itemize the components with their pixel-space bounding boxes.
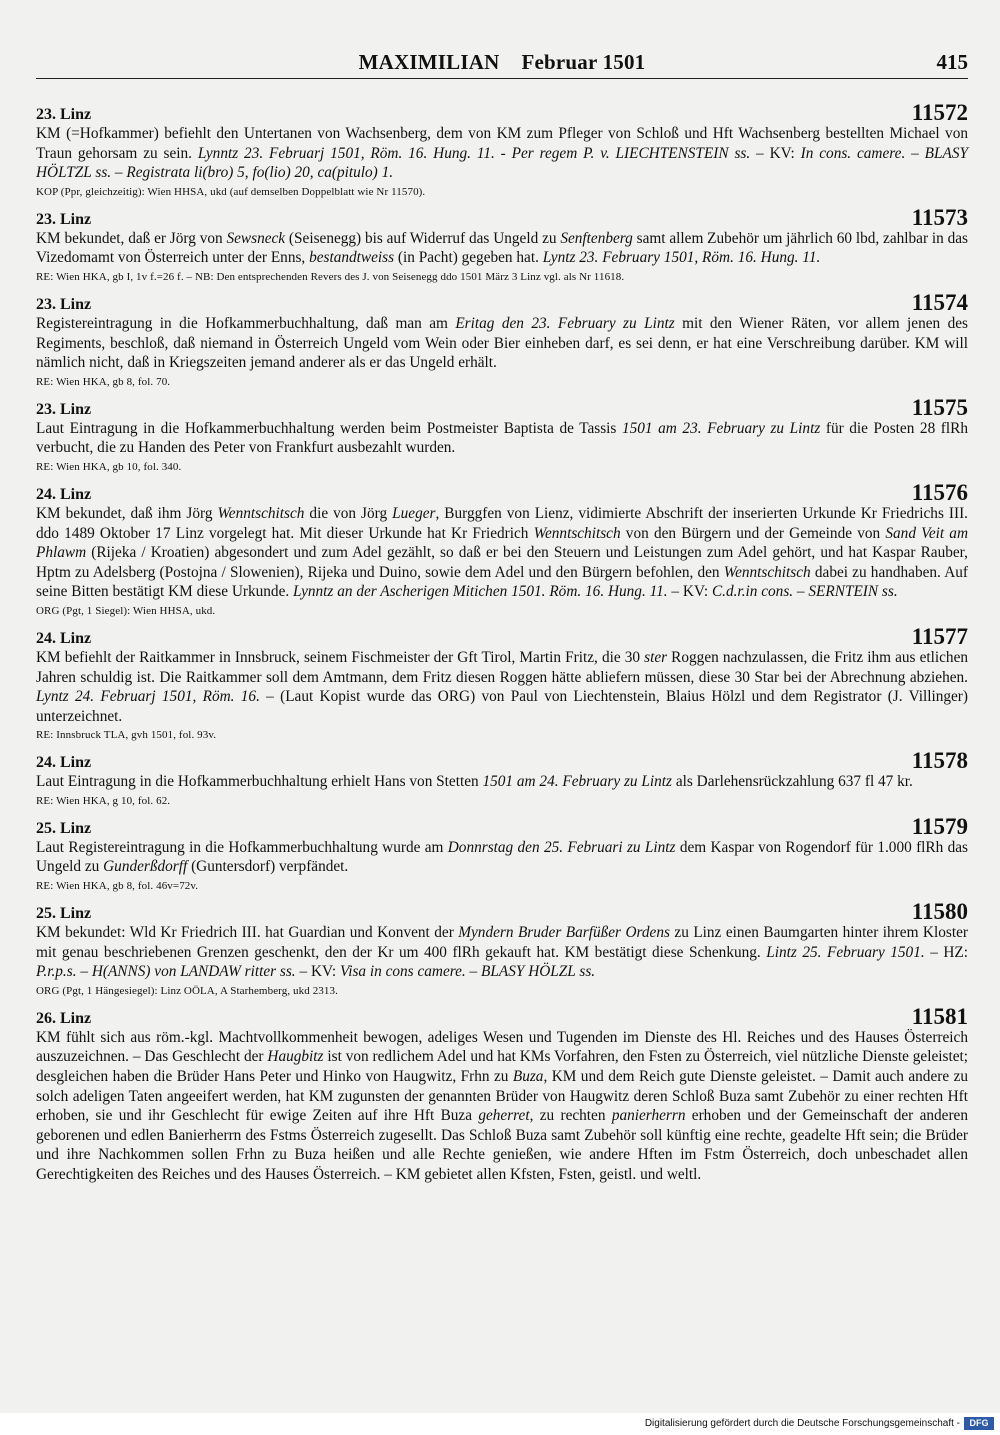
entry-source: RE: Wien HKA, gb 8, fol. 46v=72v. [36, 880, 199, 893]
entry-text: Registereintragung in die Hofkammerbuchhaltung, daß man am Eritag den 23. February zu Lintz mit den Wiener Räten, vor allem jenen des Regiments, beschloß, daß niemand in Österreich Ungeld vom Wein oder Bier einheben darf, es sei denn, er hat eine Verschreibung darüber. KM will nämlich nicht, daß in Kriegszeiten jemand anderer als er das Ungeld erhält. [36, 314, 968, 372]
entry-source: ORG (Pgt, 1 Siegel): Wien HHSA, ukd. [36, 604, 216, 617]
entry-date: 23. Linz [36, 400, 92, 418]
entry-source: KOP (Ppr, gleichzeitig): Wien HHSA, ukd (auf demselben Doppelblatt wie Nr 11570). [36, 185, 426, 198]
entry-date: 25. Linz [36, 905, 92, 923]
entry-number: 11573 [911, 204, 968, 230]
entry-heading [36, 479, 968, 505]
entry-heading [36, 813, 968, 839]
entry-number: 11572 [911, 100, 968, 125]
entry-heading [36, 1003, 968, 1029]
regest-entry [36, 394, 969, 475]
entry-source: RE: Innsbruck TLA, gvh 1501, fol. 93v. [36, 729, 217, 742]
entry-source: RE: Wien HKA, gb 8, fol. 70. [36, 375, 171, 388]
entry-text: KM bekundet, daß er Jörg von Sewsneck (Seisenegg) bis auf Widerruf das Ungeld zu Senftenberg samt allem Zubehör um jährlich 60 lbd, zahlbar in das Vizedomamt von Österreich unter der Enns, bestandtweiss (in Pacht) gegeben hat. Lyntz 23. February 1501, Röm. 16. Hung. 11. [36, 229, 968, 267]
running-title [36, 50, 968, 75]
entry-number: 11575 [911, 394, 968, 420]
entry-heading [36, 623, 968, 649]
entry-text: Laut Eintragung in die Hofkammerbuchhaltung erhielt Hans von Stetten 1501 am 24. February zu Lintz als Darlehensrückzahlung 637 fl 47 kr. [36, 773, 913, 791]
regesta-list [36, 102, 968, 1192]
running-title-month: Februar 1501 [521, 50, 646, 74]
entry-heading [36, 289, 968, 315]
entry-date: 23. Linz [36, 210, 92, 228]
regest-entry [36, 623, 969, 743]
page-header [36, 48, 968, 79]
entry-number: 11574 [911, 289, 968, 315]
entry-heading [36, 901, 968, 923]
regest-entry [36, 750, 968, 809]
entry-heading [36, 102, 968, 124]
dfg-logo: DFG [964, 1417, 994, 1430]
entry-text: KM (=Hofkammer) befiehlt den Untertanen von Wachsenberg, dem von KM zum Pfleger von Schloß und Hft Wachsenberg bestellten Michael von Traun gehorsam zu sein. Lynntz 23. Februarj 1501, Röm. 16. Hung. 11. - Per regem P. v. LIECHTENSTEIN ss. – KV: In cons. camere. – BLASY HÖLTZL ss. – Registrata li(bro) 5, fo(lio) 20, ca(pitulo) 1. [36, 125, 969, 182]
entry-heading [36, 750, 968, 772]
regest-entry [36, 479, 969, 619]
regest-entry [36, 1003, 969, 1185]
footer [0, 1413, 1000, 1435]
entry-number: 11579 [911, 813, 968, 839]
funding-credit: Digitalisierung gefördert durch die Deutsche Forschungsgemeinschaft - [644, 1418, 960, 1429]
entry-number: 11577 [911, 623, 968, 649]
entry-number: 11578 [911, 748, 968, 774]
entry-date: 25. Linz [36, 819, 92, 837]
entry-heading [36, 204, 968, 230]
entry-text: KM bekundet: Wld Kr Friedrich III. hat Guardian und Konvent der Myndern Bruder Barfüßer Ordens zu Linz einen Baumgarten hinter ihrem Kloster mit genau beschriebenen Grenzen geschenkt, den der Kr um 400 flRh gekauft hat. KM bestätigt diese Schenkung. Lintz 25. February 1501. – HZ: P.r.p.s. – H(ANNS) von LANDAW ritter ss. – KV: Visa in cons camere. – BLASY HÖLZL ss. [36, 924, 968, 981]
regest-entry [36, 813, 968, 894]
entry-date: 23. Linz [36, 106, 92, 123]
entry-text: KM fühlt sich aus röm.-kgl. Machtvollkommenheit bewogen, adeliges Wesen und Tugenden im Dienste des Hl. Reiches und des Hauses Österreich auszuzeichnen. – Das Geschlecht der Haugbitz ist von redlichem Adel und hat KMs Vorfahren, den Fsten zu Österreich, viel nützliche Dienste geleistet; desgleichen haben die Brüder Hans Peter und Hinko von Haugwitz, Frhn zu Buza, KM und dem Reich gute Dienste geleistet. – Damit auch andere zu solch adeligen Taten angeeifert werden, hat KM zugunsten der genannten Brüder von Haugwitz deren Schloß Buza samt Zubehör zu einer rechten Hft erhoben, sie und ihr Geschlecht für ewige Zeiten auf ihre Hft Buza geherret, zu rechten panierherrn erhoben und der Gemeinschaft der anderen geborenen und edlen Banierherrn des Fstms Österreich zugesellt. Das Schloß Buza samt Zubehör soll künftig eine rechte, geadelte Hft sein; die Brüder und ihre Nachkommen sollen Frhn zu Buza heißen und alle Rechte genießen, wie andere Hften im Fstm Österreich, doch unbeschadet allen Gerechtigkeiten des Reiches und des Hauses Österreich. – KM gebietet allen Kfsten, Fsten, geistl. und weltl. [36, 1028, 969, 1183]
page-number: 415 [936, 50, 968, 74]
entry-date: 24. Linz [36, 485, 92, 503]
entry-source: RE: Wien HKA, g 10, fol. 62. [36, 794, 171, 807]
entry-date: 24. Linz [36, 754, 92, 772]
entry-number: 11581 [911, 1003, 968, 1029]
entry-source: ORG (Pgt, 1 Hängesiegel): Linz OÖLA, A Starhemberg, ukd 2313. [36, 984, 338, 997]
regest-entry [36, 204, 968, 285]
entry-date: 24. Linz [36, 629, 92, 647]
regest-entry [36, 901, 968, 999]
entry-text: Laut Registereintragung in die Hofkammerbuchhaltung wurde am Donnrstag den 25. Februari zu Lintz dem Kaspar von Rogendorf für 1.000 flRh das Ungeld zu Gunderßdorff (Guntersdorf) verpfändet. [36, 838, 968, 876]
entry-number: 11580 [911, 899, 968, 925]
entry-text: KM bekundet, daß ihm Jörg Wenntschitsch die von Jörg Lueger, Burggfen von Lienz, vidimierte Abschrift der inserierten Urkunde Kr Friedrichs III. ddo 1489 Oktober 17 Linz vorgelegt hat. Mit dieser Urkunde hat Kr Friedrich Wenntschitsch von den Bürgern und der Gemeinde von Sand Veit am Phlawm (Rijeka / Kroatien) abgesondert und zum Adel gezählt, so daß er bei den Steuern und Leistungen zum Adel gehört, und hat Kaspar Rauber, Hptm zu Adelsberg (Postojna / Slowenien), Rijeka und Duino, sowie dem Adel und den Bürgern befohlen, den Wenntschitsch dabei zu handhaben. Auf seine Bitten bestätigt KM diese Urkunde. Lynntz an der Ascherigen Mitichen 1501. Röm. 16. Hung. 11. – KV: C.d.r.in cons. – SERNTEIN ss. [36, 504, 969, 601]
entry-date: 23. Linz [36, 295, 92, 313]
entry-date: 26. Linz [36, 1009, 92, 1027]
entry-source: RE: Wien HKA, gb I, 1v f.=26 f. – NB: Den entsprechenden Revers des J. von Seisenegg ddo 1501 März 3 Linz vgl. als Nr 11618. [36, 270, 625, 283]
entry-text: KM befiehlt der Raitkammer in Innsbruck, seinem Fischmeister der Gft Tirol, Martin Fritz, die 30 ster Roggen nachzulassen, die Fritz ihm aus etlichen Jahren schuldig ist. Die Raitkammer soll dem Amtmann, dem Fritz diesen Roggen hätte abliefern müssen, diese 30 Star bei der Abrechnung abziehen. Lyntz 24. Februarj 1501, Röm. 16. – (Laut Kopist wurde das ORG) von Paul von Liechtenstein, Blaius Hölzl und dem Registrator (J. Villinger) unterzeichnet. [36, 648, 969, 725]
regest-entry [36, 102, 968, 200]
entry-text: Laut Eintragung in die Hofkammerbuchhaltung werden beim Postmeister Baptista de Tassis 1501 am 23. February zu Lintz für die Posten 28 flRh verbucht, die zu Handen des Peter von Frankfurt ausbezahlt wurden. [36, 419, 969, 457]
running-title-name: MAXIMILIAN [358, 50, 500, 74]
regest-entry [36, 289, 968, 390]
entry-source: RE: Wien HKA, gb 10, fol. 340. [36, 460, 182, 473]
entry-heading [36, 394, 968, 420]
entry-number: 11576 [911, 479, 968, 505]
